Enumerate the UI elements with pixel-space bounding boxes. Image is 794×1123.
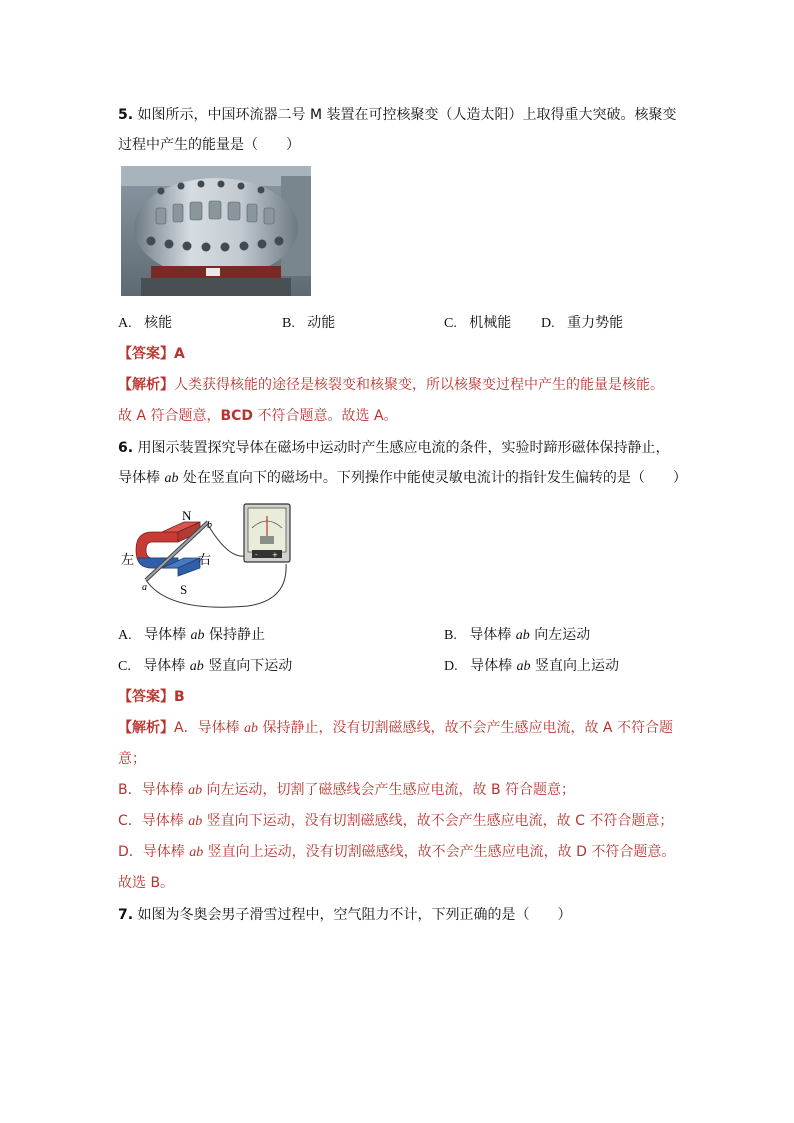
q6-stem-text: 用图示装置探究导体在磁场中运动时产生感应电流的条件，实验时蹄形磁体保持静止， [137, 440, 670, 456]
q6-answer: 【答案】B [118, 689, 185, 705]
tokamak-photo [121, 166, 311, 296]
label-b: b [207, 520, 212, 531]
q5-option-b: B. 动能 [282, 315, 336, 331]
q6-analysis-line6: 故选 B。 [118, 875, 175, 891]
q5-analysis-line2: 故 A 符合题意，BCD 不符合题意。故选 A。 [118, 408, 398, 424]
q6-number: 6. [118, 440, 134, 456]
q5-number: 5. [118, 107, 134, 123]
q6-analysis-line2: 意； [118, 751, 146, 767]
q6-stem-line2: 导体棒 ab 处在竖直向下的磁场中。下列操作中能使灵敏电流计的指针发生偏转的是（ ） [118, 470, 687, 486]
q6-analysis-line5: D．导体棒 ab 竖直向上运动，没有切割磁感线，故不会产生感应电流，故 D 不符合题意。 [118, 844, 676, 860]
label-a: a [142, 582, 147, 593]
induction-diagram [118, 498, 318, 610]
q5-stem-line1 [118, 104, 677, 124]
q6-option-a: A. 导体棒 ab 保持静止 [118, 627, 265, 643]
q6-option-d: D. 导体棒 ab 竖直向上运动 [444, 658, 619, 674]
svg-text:-: - [255, 551, 258, 559]
q7-stem-line1 [118, 904, 572, 924]
q6-option-b: B. 导体棒 ab 向左运动 [444, 627, 591, 643]
q5-stem-line2: 过程中产生的能量是（ ） [118, 137, 300, 153]
label-left: 左 [121, 553, 135, 568]
q5-answer: 【答案】A [118, 346, 185, 362]
q6-analysis-line4: C．导体棒 ab 竖直向下运动，没有切割磁感线，故不会产生感应电流，故 C 不符合题意； [118, 813, 674, 829]
q5-option-a: A. 核能 [118, 315, 173, 331]
q5-option-c: C. 机械能 [444, 315, 512, 331]
q5-analysis-line1: 【解析】人类获得核能的途径是核裂变和核聚变，所以核聚变过程中产生的能量是核能。 [118, 377, 664, 393]
q6-stem-line1 [118, 437, 670, 457]
label-n: N [182, 508, 192, 523]
svg-text:+: + [272, 551, 278, 559]
q6-analysis-line3: B．导体棒 ab 向左运动，切割了磁感线会产生感应电流，故 B 符合题意； [118, 782, 576, 798]
q6-option-c: C. 导体棒 ab 竖直向下运动 [118, 658, 293, 674]
label-right: 右 [198, 553, 212, 568]
q6-analysis-line1: 【解析】A．导体棒 ab 保持静止，没有切割磁感线，故不会产生感应电流，故 A 不符合题 [118, 720, 673, 736]
q7-number: 7. [118, 907, 134, 923]
q7-stem-text: 如图为冬奥会男子滑雪过程中，空气阻力不计，下列正确的是（ ） [137, 907, 572, 923]
q5-stem-text: 如图所示，中国环流器二号 M 装置在可控核聚变（人造太阳）上取得重大突破。核聚变 [137, 107, 677, 123]
q5-option-d: D. 重力势能 [541, 315, 624, 331]
label-s: S [180, 582, 188, 597]
